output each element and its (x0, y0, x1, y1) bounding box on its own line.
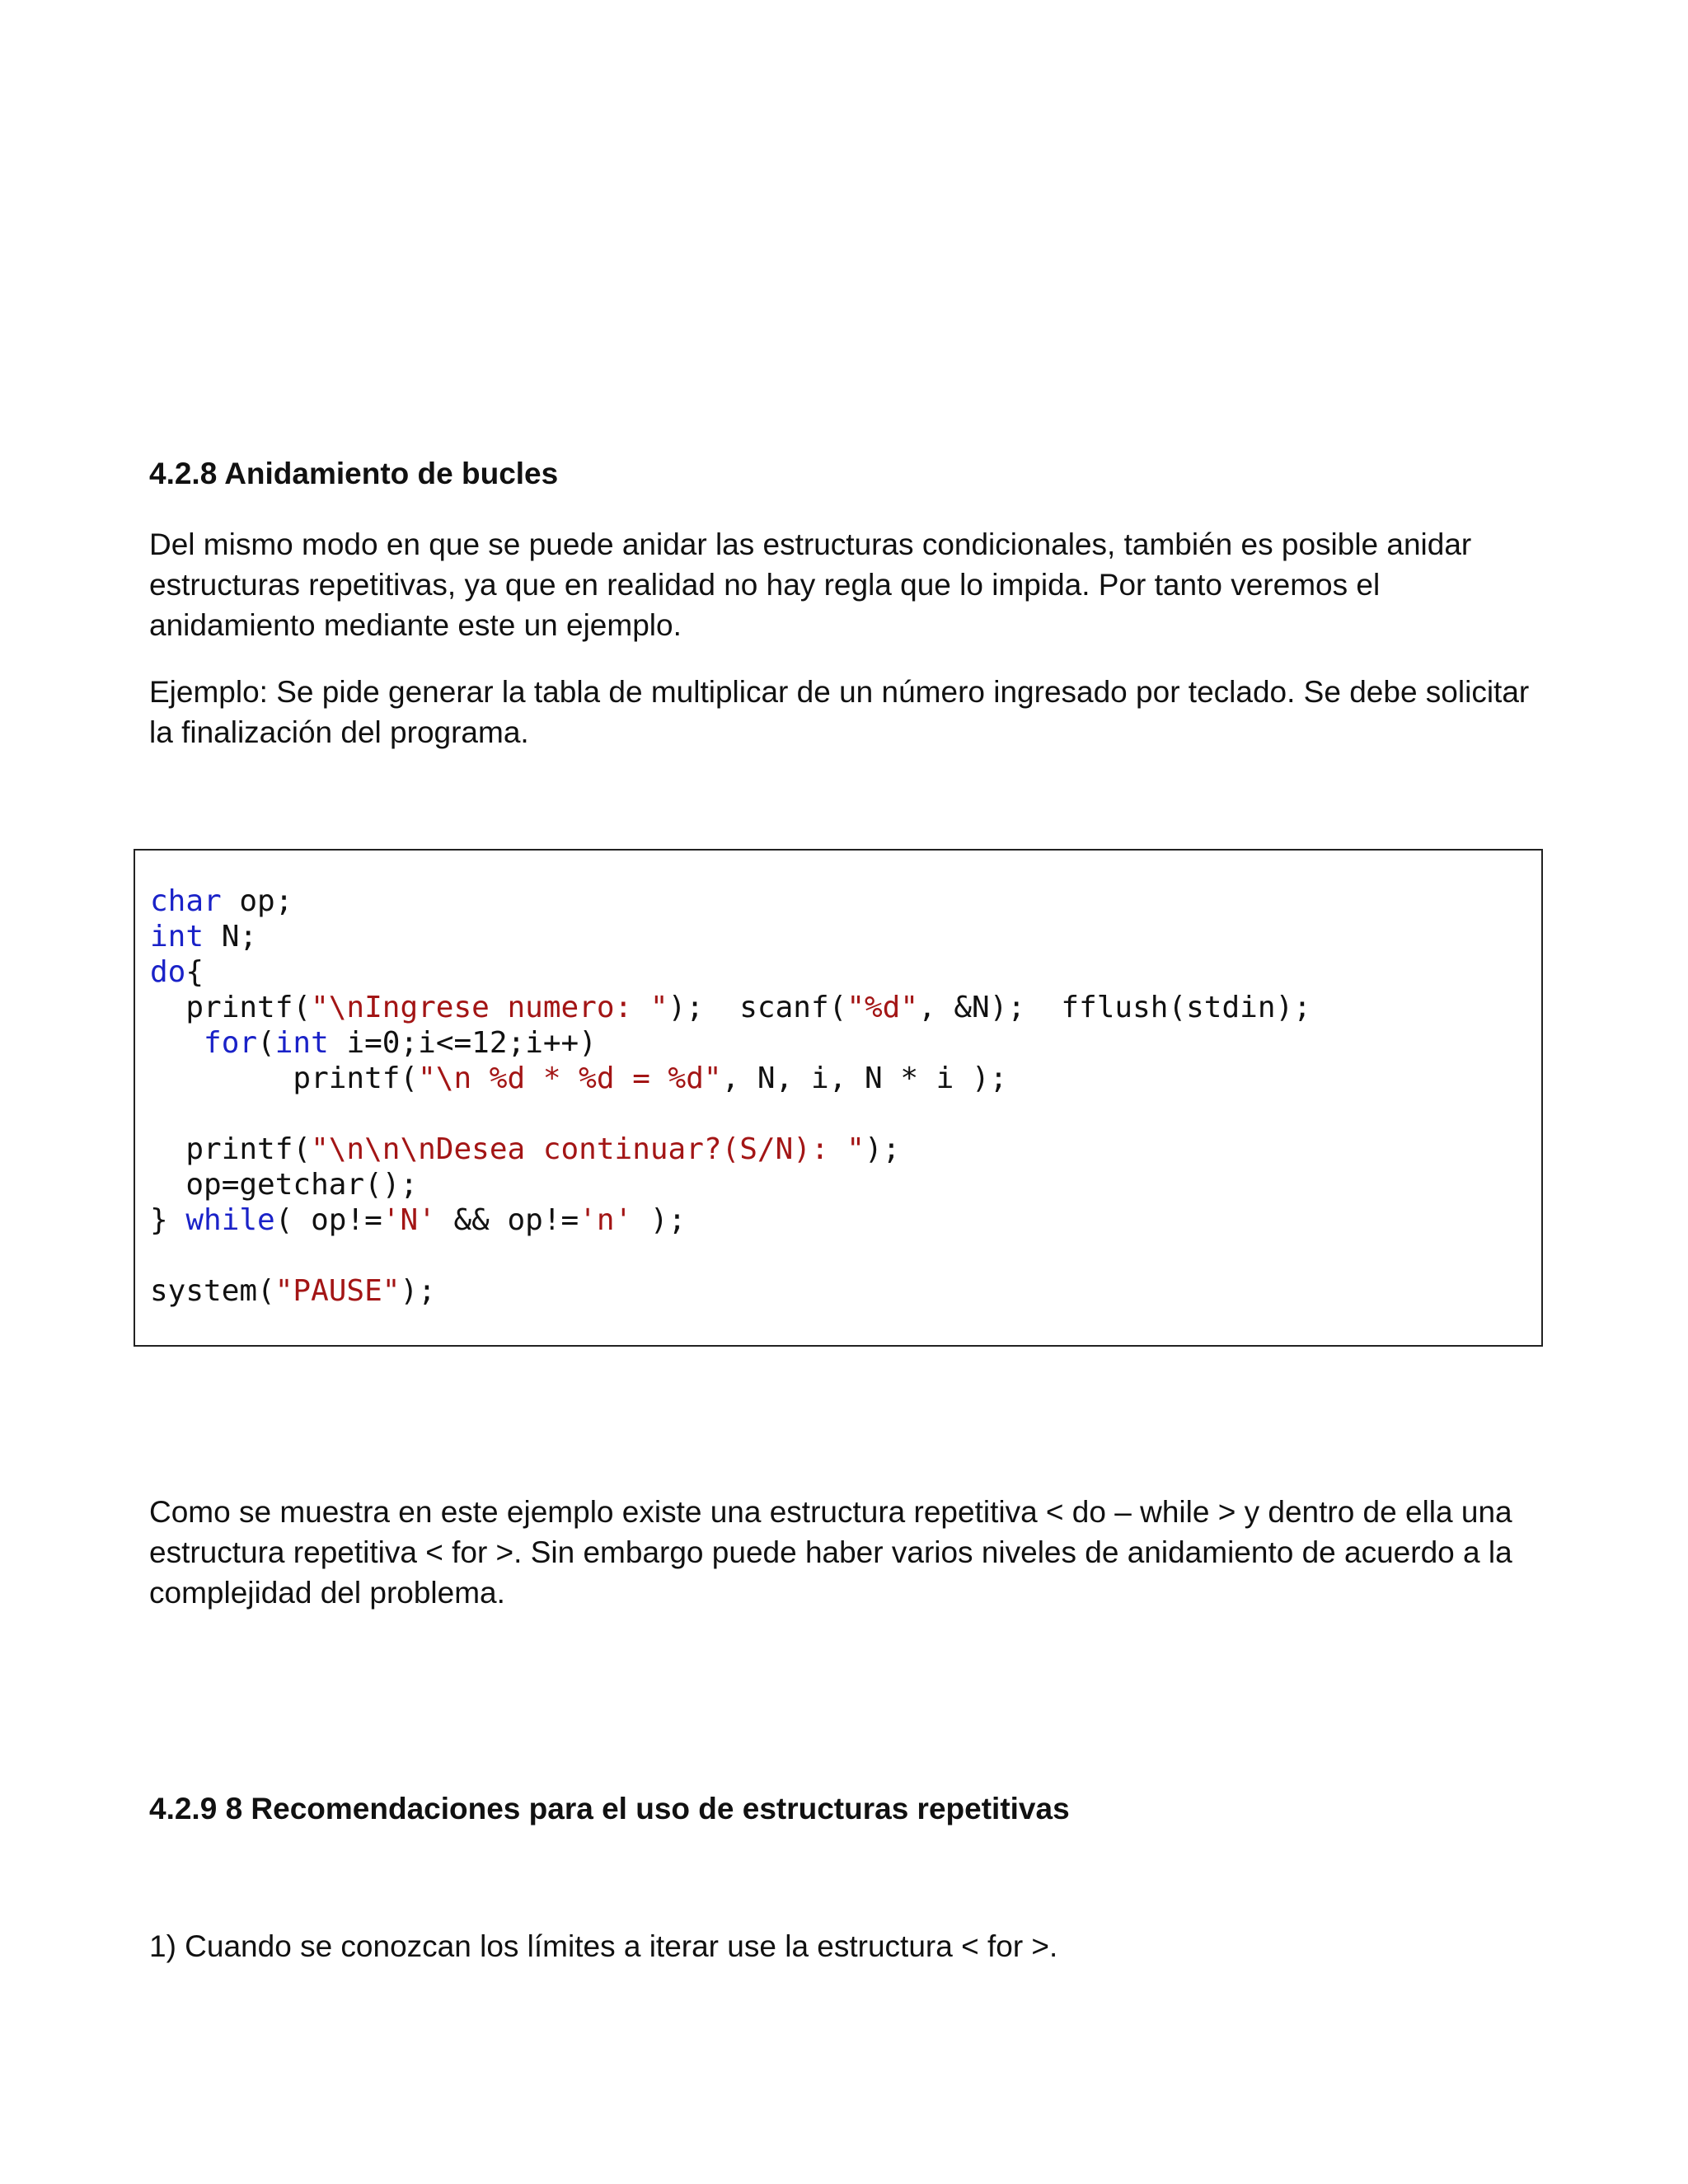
code-text (150, 1026, 204, 1060)
code-text: printf( (150, 991, 312, 1024)
paragraph-line: Ejemplo: Se pide generar la tabla de multiplicar de un número ingresado por teclado. Se debe solicitar (149, 675, 1530, 709)
code-keyword: char (150, 884, 222, 918)
code-line (150, 1202, 1311, 1238)
code-keyword: for (204, 1026, 258, 1060)
paragraph-line: estructuras repetitivas, ya que en realidad no hay regla que lo impida. Por tanto veremos el (149, 568, 1381, 602)
code-line (150, 883, 1311, 919)
code-text: } (150, 1203, 186, 1237)
code-line (150, 1061, 1311, 1096)
code-text: ); scanf( (668, 991, 847, 1024)
code-listing (150, 883, 1311, 1309)
code-string: 'N' (382, 1203, 436, 1237)
code-text: ( (257, 1026, 275, 1060)
code-blank-line (150, 1238, 1311, 1273)
code-line (150, 919, 1311, 954)
code-string: "\nIngrese numero: " (311, 991, 668, 1024)
code-text: ); (632, 1203, 687, 1237)
code-text: printf( (150, 1132, 312, 1166)
code-text: system( (150, 1274, 275, 1308)
code-string: "%d" (846, 991, 919, 1024)
code-text: op; (221, 884, 293, 918)
section-title-anidamiento: 4.2.8 Anidamiento de bucles (149, 457, 559, 490)
code-string: 'n' (579, 1203, 633, 1237)
code-line (150, 1025, 1311, 1061)
code-text: , &N); fflush(stdin); (918, 991, 1311, 1024)
section-title-recomendaciones: 4.2.9 8 Recomendaciones para el uso de estructuras repetitivas (149, 1792, 1070, 1825)
code-text: { (185, 955, 204, 989)
paragraph-line: Como se muestra en este ejemplo existe una estructura repetitiva < do – while > y dentro de ella una (149, 1495, 1512, 1529)
paragraph-example (149, 672, 1550, 752)
paragraph-line: Del mismo modo en que se puede anidar las estructuras condicionales, también es posible anidar (149, 527, 1472, 561)
code-string: "\n\n\nDesea continuar?(S/N): " (311, 1132, 865, 1166)
code-keyword: int (274, 1026, 329, 1060)
code-text: op=getchar(); (150, 1168, 419, 1202)
code-text: ( op!= (274, 1203, 382, 1237)
paragraph-line: anidamiento mediante este un ejemplo. (149, 608, 682, 642)
code-text: , N, i, N * i ); (721, 1062, 1008, 1095)
code-keyword: while (185, 1203, 275, 1237)
code-string: "PAUSE" (274, 1274, 401, 1308)
code-line (150, 1132, 1311, 1167)
paragraph-explanation (149, 1492, 1550, 1613)
code-text: printf( (150, 1062, 419, 1095)
code-text: && op!= (435, 1203, 579, 1237)
code-keyword: do (150, 955, 186, 989)
code-block (134, 849, 1543, 1347)
paragraph-line: estructura repetitiva < for >. Sin embargo puede haber varios niveles de anidamiento de acuerdo a la (149, 1535, 1512, 1569)
code-string: "\n %d * %d = %d" (418, 1062, 722, 1095)
code-keyword: int (150, 920, 204, 954)
code-text: i=0;i<=12;i++) (328, 1026, 597, 1060)
paragraph-line: complejidad del problema. (149, 1576, 505, 1610)
code-line (150, 954, 1311, 990)
code-line (150, 990, 1311, 1025)
paragraph-recommendation-1 (149, 1926, 1550, 1966)
code-text: N; (204, 920, 258, 954)
code-line (150, 1167, 1311, 1202)
code-text: ); (400, 1274, 436, 1308)
paragraph-line: 1) Cuando se conozcan los límites a iterar use la estructura < for >. (149, 1929, 1058, 1963)
paragraph-intro (149, 524, 1550, 645)
code-blank-line (150, 1096, 1311, 1132)
code-line (150, 1273, 1311, 1309)
paragraph-line: la finalización del programa. (149, 715, 529, 749)
code-text: ); (864, 1132, 901, 1166)
